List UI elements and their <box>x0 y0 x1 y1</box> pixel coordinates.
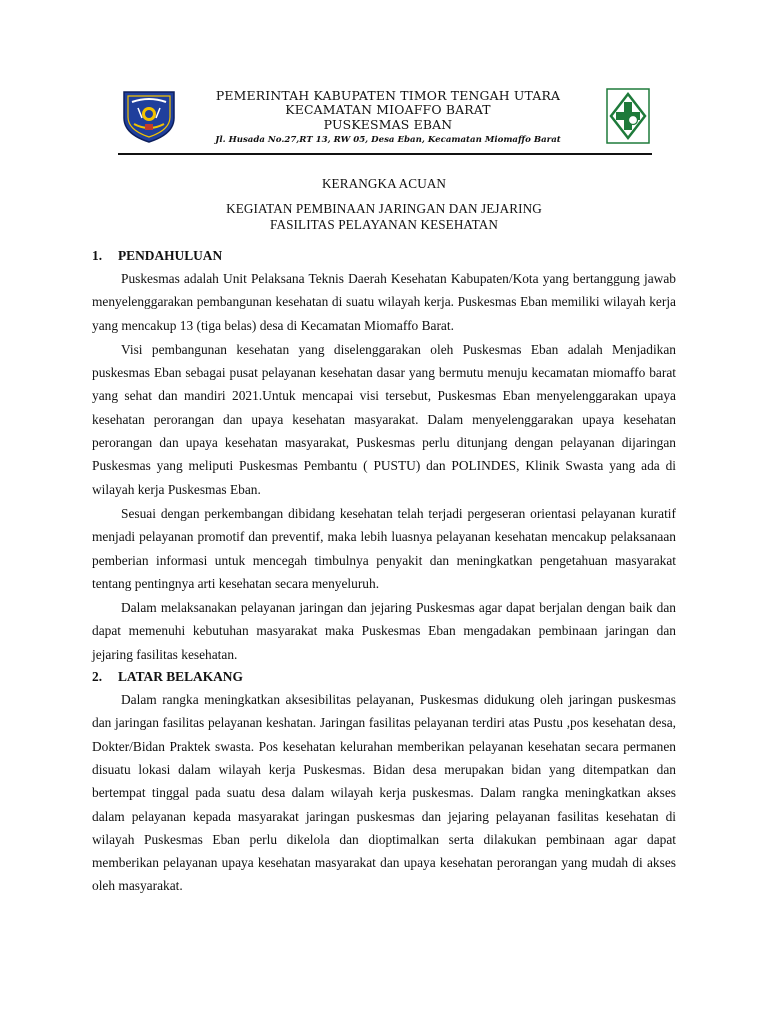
section-heading-pendahuluan <box>92 245 676 267</box>
document-subtitle-1: KEGIATAN PEMBINAAN JARINGAN DAN JEJARING <box>226 201 542 216</box>
document-subtitle-2: FASILITAS PELAYANAN KESEHATAN <box>270 217 498 232</box>
regency-emblem-icon <box>120 88 178 144</box>
paragraph: Sesuai dengan perkembangan dibidang kesehatan telah terjadi pergeseran orientasi pelayanan kuratif menjadi pelayanan promotif dan preventif, maka lebih luasnya pelayanan kesehatan mencakup pelaksanaan pemberian informasi untuk mencegah timbulnya penyakit dan meningkatkan pengetahuan masyarakat tentang pentingnya arti kesehatan secara menyeluruh. <box>92 505 676 591</box>
section-title: PENDAHULUAN <box>118 248 223 263</box>
document-body <box>92 245 676 898</box>
section-heading-latar-belakang <box>92 666 676 688</box>
paragraph: Dalam melaksanakan pelayanan jaringan dan jejaring Puskesmas agar dapat berjalan dengan baik dan dapat memenuhi kebutuhan masyarakat maka Puskesmas Eban mengadakan pembinaan jaringan dan jejaring fasilitas kesehatan. <box>92 600 676 662</box>
section-number: 1. <box>92 248 103 263</box>
section-number: 2. <box>92 669 103 685</box>
puskesmas-cross-logo-icon <box>606 88 650 144</box>
letterhead <box>118 82 652 160</box>
letterhead-divider <box>118 153 652 155</box>
paragraph: Puskesmas adalah Unit Pelaksana Teknis Daerah Kesehatan Kabupaten/Kota yang bertanggung jawab menyelenggarakan pembangunan kesehatan di suatu wilayah kerja. Puskesmas Eban memiliki wilayah kerja yang mencakup 13 (tiga belas) desa di Kecamatan Miomaffo Barat. <box>92 271 676 333</box>
district-name: KECAMATAN MIOAFFO BARAT <box>285 102 491 117</box>
document-title: KERANGKA ACUAN <box>321 176 447 191</box>
government-name: PEMERINTAH KABUPATEN TIMOR TENGAH UTARA <box>215 88 561 103</box>
paragraph: Visi pembangunan kesehatan yang diselenggarakan oleh Puskesmas Eban adalah Menjadikan puskesmas Eban sebagai pusat pelayanan kesehatan dasar yang bermutu menuju kecamatan miomaffo barat yang sehat dan mandiri 2021.Untuk mencapai visi tersebut, Puskesmas Eban menyelenggarakan upaya kesehatan perorangan dan upaya kesehatan masyarakat. Dalam menyelenggarakan upaya kesehatan perorangan dan upaya kesehatan masyarakat, Puskesmas perlu ditunjang dengan pelayanan dijaringan Puskesmas yang meliputi Puskesmas Pembantu ( PUSTU) dan POLINDES, Klinik Swasta yang ada di wilayah kerja Puskesmas Eban. <box>92 341 676 497</box>
puskesmas-name: PUSKESMAS EBAN <box>323 117 453 132</box>
address-line: Jl. Husada No.27,RT 13, RW 05, Desa Eban, Kecamatan Miomaffo Barat <box>215 135 561 145</box>
paragraph: Dalam rangka meningkatkan aksesibilitas pelayanan, Puskesmas didukung oleh jaringan puskesmas dan jaringan fasilitas pelayanan keshatan. Jaringan fasilitas pelayanan terdiri atas Pustu ,pos kesehatan desa, Dokter/Bidan Praktek swasta. Pos kesehatan kelurahan memberikan pelayanan kesehatan secara permanen disuatu lokasi dalam wilayah kerja Puskesmas. Bidan desa merupakan bidan yang ditempatkan dan bertempat tinggal pada suatu desa dalam wilayah kerja puskesmas. Dalam rangka meningkatkan akses dalam pelayanan kepada masyarakat jaringan puskesmas dan jejaring pelayanan fasilitas kesehatan di wilayah Puskesmas Eban perlu dikelola dan dioptimalkan serta dilakukan pembinaan agar dapat memberikan pelayanan upaya kesehatan masyarakat dan upaya kesehatan perorangan yang mudah di akses oleh masyarakat. <box>92 692 676 894</box>
section-title: LATAR BELAKANG <box>118 669 243 685</box>
